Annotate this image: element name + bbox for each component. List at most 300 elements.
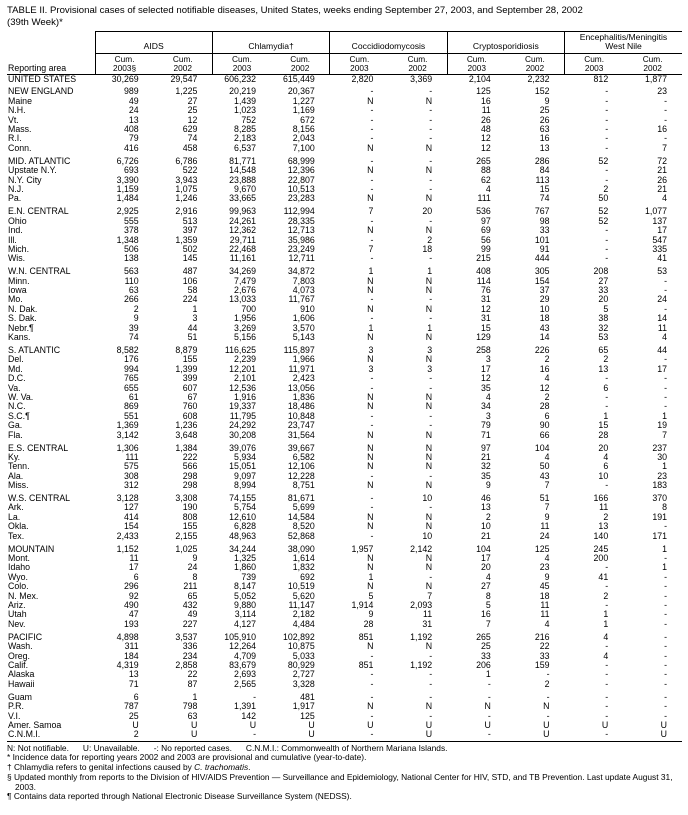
table-row — [7, 563, 682, 572]
table-cell: 62 — [481, 175, 491, 185]
table-cell: N — [425, 143, 433, 153]
row-label: Calif. — [8, 660, 29, 670]
table-cell: - — [370, 106, 374, 116]
column-subheader-row — [7, 53, 682, 74]
table-cell: 536 — [476, 207, 491, 217]
table-cell: 46 — [481, 494, 491, 504]
table-cell: 2,101 — [234, 374, 257, 384]
table-cell: N — [425, 443, 433, 453]
table-cell: 29 — [539, 295, 550, 305]
table-cell: 34,269 — [229, 267, 257, 277]
table-cell: 1 — [485, 670, 491, 680]
table-cell: 8,520 — [292, 522, 315, 532]
table-cell: 4 — [662, 194, 667, 204]
table-cell: - — [664, 642, 667, 652]
table-cell: 8,751 — [292, 481, 315, 491]
table-row — [7, 74, 682, 84]
table-cell: 608 — [182, 411, 198, 421]
table-cell: U — [425, 720, 433, 730]
table-row — [7, 245, 682, 254]
table-cell: 116,625 — [224, 345, 257, 355]
table-cell: 4 — [544, 554, 550, 563]
table-cell: - — [664, 702, 667, 712]
table-row — [7, 97, 682, 106]
table-cell: 1,914 — [351, 601, 374, 611]
table-cell: 9 — [544, 512, 550, 522]
table-cell: - — [605, 175, 609, 185]
table-cell: 99 — [481, 244, 491, 254]
table-cell: 7 — [544, 503, 550, 513]
row-label: Kans. — [8, 333, 31, 343]
table-cell: U — [249, 720, 257, 730]
table-cell: 193 — [124, 619, 139, 629]
row-label: Colo. — [8, 582, 29, 592]
table-cell: - — [429, 670, 433, 680]
table-cell: 74 — [539, 194, 550, 204]
table-cell: - — [605, 402, 609, 412]
table-cell: 101 — [534, 235, 550, 245]
table-cell: - — [664, 591, 667, 601]
footnote-segment: § Updated monthly from reports to the Division of HIV/AIDS Prevention — Surveillance and Epidemiology, National Center for HIV, STD, and TB Prevention. Last update August 31, 2003. — [7, 771, 673, 792]
table-cell: 1 — [368, 323, 374, 333]
table-cell: 1,369 — [116, 421, 139, 431]
table-row — [7, 503, 682, 512]
table-cell: 3 — [368, 364, 374, 374]
table-cell: - — [664, 134, 667, 144]
table-cell: 20 — [481, 563, 491, 573]
table-cell: 30,269 — [111, 74, 139, 84]
footnote-segment: C.N.M.I.: Commonwealth of Northern Mariana Islands. — [245, 742, 448, 753]
table-cell: N — [425, 304, 433, 314]
table-cell: 1 — [427, 323, 433, 333]
table-cell: 11 — [599, 503, 609, 513]
table-cell: 71 — [481, 430, 491, 440]
row-label: Mass. — [8, 125, 32, 135]
table-cell: - — [664, 402, 667, 412]
table-cell: - — [605, 642, 609, 652]
table-cell: 6 — [603, 383, 609, 393]
table-cell: 11 — [657, 323, 667, 333]
table-cell: 1,484 — [116, 194, 139, 204]
table-cell: 31,564 — [287, 430, 315, 440]
table-cell: 39,076 — [229, 443, 257, 453]
table-cell: - — [370, 115, 374, 125]
table-cell: 21 — [481, 531, 491, 541]
table-cell: - — [546, 692, 550, 702]
table-cell: - — [605, 87, 609, 97]
column-subheader — [623, 53, 682, 74]
table-cell: 432 — [182, 601, 198, 611]
table-cell: 1,860 — [234, 563, 257, 573]
table-cell: 4 — [485, 572, 491, 582]
table-cell: 25 — [128, 711, 139, 721]
table-cell: N — [425, 402, 433, 412]
table-cell: 3,570 — [292, 323, 315, 333]
column-subheader — [506, 53, 565, 74]
table-cell: - — [605, 481, 609, 491]
table-row — [7, 346, 682, 355]
table-cell: - — [664, 304, 667, 314]
table-cell: 5,052 — [234, 591, 257, 601]
table-row — [7, 721, 682, 730]
column-group-header-top-line: Encephalitis/Meningitis — [579, 31, 668, 42]
table-cell: 2,565 — [234, 679, 257, 689]
table-cell: 21 — [481, 452, 491, 462]
row-label: D.C. — [8, 374, 26, 384]
table-cell: - — [605, 166, 609, 176]
table-cell: 370 — [652, 494, 667, 504]
table-cell: 26 — [657, 175, 667, 185]
row-label: N.Y. City — [8, 175, 42, 185]
row-label: Mont. — [8, 554, 31, 563]
table-cell: 17 — [128, 563, 139, 573]
table-cell: 176 — [124, 355, 139, 365]
table-cell: - — [429, 692, 433, 702]
table-cell: N — [367, 402, 374, 412]
table-cell: 12,201 — [229, 364, 257, 374]
table-cell: 10 — [481, 522, 491, 532]
table-row — [7, 125, 682, 134]
table-cell: U — [601, 720, 609, 730]
table-row — [7, 116, 682, 125]
table-cell: 23,283 — [287, 194, 315, 204]
table-cell: 10,513 — [287, 184, 315, 194]
table-cell: 1,916 — [234, 393, 257, 402]
table-cell: 12,536 — [229, 383, 257, 393]
table-row — [7, 481, 682, 490]
table-row — [7, 226, 682, 235]
table-cell: 24 — [657, 295, 667, 305]
table-cell: 1,227 — [292, 96, 315, 106]
table-row — [7, 194, 682, 203]
table-cell: 1,192 — [410, 632, 433, 642]
row-label: W. Va. — [8, 393, 34, 402]
row-label: R.I. — [8, 134, 22, 144]
table-cell: - — [370, 531, 374, 541]
table-cell: 13 — [598, 364, 609, 374]
table-cell: 490 — [124, 601, 139, 611]
table-cell: - — [664, 660, 667, 670]
table-cell: 32 — [481, 462, 491, 472]
table-cell: 91 — [539, 244, 550, 254]
table-cell: 513 — [182, 216, 198, 226]
table-cell: 693 — [124, 166, 139, 176]
table-cell: 27 — [481, 582, 491, 592]
table-cell: N — [425, 430, 433, 440]
table-cell: - — [429, 134, 433, 144]
table-cell: 1 — [192, 304, 198, 314]
table-row — [7, 444, 682, 453]
footnote-segment: . — [248, 762, 251, 773]
table-cell: 32 — [598, 323, 609, 333]
table-cell: 8 — [192, 572, 198, 582]
row-label: Vt. — [8, 115, 19, 125]
table-cell: - — [370, 711, 374, 721]
table-cell: 53 — [657, 267, 667, 277]
table-cell: N — [367, 143, 374, 153]
table-row — [7, 185, 682, 194]
table-cell: 23 — [657, 87, 667, 97]
table-cell: - — [370, 494, 374, 504]
row-label: N.C. — [8, 402, 26, 412]
table-cell: N — [425, 582, 433, 592]
row-label: La. — [8, 512, 21, 522]
table-cell: 17 — [481, 554, 491, 563]
table-cell: 13 — [128, 115, 139, 125]
table-cell: 8,156 — [292, 125, 315, 135]
table-cell: 5 — [603, 304, 609, 314]
table-cell: 4 — [544, 619, 550, 629]
row-label: NEW ENGLAND — [8, 87, 74, 97]
table-cell: - — [605, 679, 609, 689]
table-cell: 506 — [124, 244, 139, 254]
table-cell: 8,285 — [234, 125, 257, 135]
table-cell: 700 — [241, 304, 257, 314]
table-row — [7, 573, 682, 582]
table-cell: N — [367, 512, 374, 522]
table-cell: 10,848 — [287, 411, 315, 421]
table-cell: 22 — [187, 670, 198, 680]
table-row — [7, 620, 682, 629]
table-cell: 35 — [481, 471, 491, 481]
table-cell: 7,100 — [292, 143, 315, 153]
table-cell: 4 — [485, 393, 491, 402]
table-cell: N — [425, 194, 433, 204]
table-cell: 1 — [368, 572, 374, 582]
subheader-year-label: 2003§ — [113, 62, 137, 73]
table-cell: 9,097 — [234, 471, 257, 481]
table-cell: 37 — [539, 286, 550, 296]
table-cell: 502 — [182, 244, 198, 254]
table-cell: 111 — [125, 452, 139, 462]
table-cell: 69 — [481, 226, 491, 236]
table-cell: 74,155 — [229, 494, 257, 504]
table-cell: 67 — [187, 393, 198, 402]
table-cell: 1,246 — [175, 194, 198, 204]
table-cell: N — [425, 522, 433, 532]
table-cell: 155 — [182, 355, 198, 365]
table-cell: 145 — [182, 254, 198, 264]
row-label: Wis. — [8, 254, 26, 264]
table-cell: 11 — [481, 106, 491, 116]
subheader-cum-label: Cum. — [407, 53, 428, 64]
table-cell: - — [253, 730, 257, 740]
table-row — [7, 522, 682, 531]
table-cell: 10,519 — [287, 582, 315, 592]
table-cell: - — [370, 184, 374, 194]
table-cell: - — [605, 702, 609, 712]
table-cell: 3,308 — [175, 494, 198, 504]
table-cell: 127 — [124, 503, 139, 513]
table-row — [7, 374, 682, 383]
table-cell: 20 — [598, 443, 609, 453]
table-cell: N — [425, 333, 433, 343]
table-cell: 266 — [124, 295, 139, 305]
table-body — [7, 74, 682, 740]
table-cell: 14,548 — [229, 166, 257, 176]
table-cell: 152 — [534, 87, 550, 97]
table-cell: 851 — [358, 632, 374, 642]
table-row — [7, 472, 682, 481]
subheader-year-label: 2002 — [173, 62, 193, 73]
table-cell: - — [605, 393, 609, 402]
table-cell: N — [367, 355, 374, 365]
table-cell: N — [425, 512, 433, 522]
table-cell: 51 — [539, 494, 550, 504]
row-label: Oreg. — [8, 651, 31, 661]
table-cell: 798 — [182, 702, 198, 712]
table-cell: 15,051 — [229, 462, 257, 472]
table-cell: - — [370, 383, 374, 393]
table-cell: 20,219 — [229, 87, 257, 97]
table-cell: N — [367, 430, 374, 440]
table-cell: 11 — [540, 522, 550, 532]
table-cell: 159 — [534, 660, 550, 670]
table-cell: 28 — [598, 430, 609, 440]
table-cell: N — [425, 393, 433, 402]
table-cell: 28,335 — [287, 216, 315, 226]
table-cell: U — [660, 720, 667, 730]
table-row — [7, 730, 682, 739]
table-cell: 416 — [124, 143, 139, 153]
table-cell: 104 — [476, 544, 491, 554]
table-cell: 692 — [300, 572, 315, 582]
table-cell: 80,929 — [287, 660, 315, 670]
table-cell: 4,073 — [292, 286, 315, 296]
row-label: N.H. — [8, 106, 26, 116]
table-cell: 1 — [603, 619, 609, 629]
table-cell: 28 — [363, 619, 374, 629]
table-row — [7, 305, 682, 314]
table-cell: 3,537 — [175, 632, 198, 642]
table-cell: 5,699 — [292, 503, 315, 513]
table-cell: N — [367, 452, 374, 462]
table-cell: 76 — [481, 286, 491, 296]
table-row — [7, 712, 682, 721]
table-row — [7, 267, 682, 276]
table-cell: 4,319 — [116, 660, 139, 670]
row-label: S.C.¶ — [8, 411, 30, 421]
table-cell: 2 — [603, 591, 609, 601]
table-cell: N — [425, 642, 433, 652]
table-cell: - — [487, 692, 491, 702]
row-label: Md. — [8, 364, 23, 374]
table-cell: 547 — [652, 235, 667, 245]
row-label: N.J. — [8, 184, 24, 194]
table-cell: - — [664, 276, 667, 286]
row-label: Ark. — [8, 503, 24, 513]
table-cell: 227 — [182, 619, 198, 629]
table-cell: 5,620 — [292, 591, 315, 601]
subheader-year-label: 2002 — [525, 62, 545, 73]
table-cell: - — [605, 244, 609, 254]
table-cell: 6 — [133, 572, 139, 582]
table-cell: 7 — [485, 619, 491, 629]
table-cell: - — [429, 216, 433, 226]
table-cell: 63 — [187, 711, 198, 721]
table-cell: 17 — [657, 226, 667, 236]
table-cell: 14,584 — [287, 512, 315, 522]
subheader-cum-label: Cum. — [584, 53, 605, 64]
table-cell: 11 — [423, 610, 433, 620]
table-cell: - — [370, 374, 374, 384]
row-label: Minn. — [8, 276, 30, 286]
table-cell: 1,606 — [292, 314, 315, 324]
table-cell: - — [429, 115, 433, 125]
table-cell: 45 — [539, 582, 550, 592]
row-label: Ohio — [8, 216, 27, 226]
table-cell: 12,610 — [229, 512, 257, 522]
table-cell: 222 — [182, 452, 198, 462]
table-cell: 607 — [182, 383, 198, 393]
table-cell: 3,328 — [292, 679, 315, 689]
table-row — [7, 393, 682, 402]
table-cell: N — [425, 276, 433, 286]
table-cell: 16 — [657, 125, 667, 135]
table-cell: 24 — [128, 106, 139, 116]
table-cell: 10 — [422, 494, 433, 504]
table-cell: 13,056 — [287, 383, 315, 393]
table-cell: 10 — [422, 531, 433, 541]
table-cell: 18 — [539, 314, 550, 324]
table-cell: U — [484, 720, 491, 730]
table-cell: 2 — [603, 184, 609, 194]
table-cell: 33 — [598, 286, 609, 296]
table-cell: - — [664, 383, 667, 393]
table-cell: N — [367, 286, 374, 296]
table-cell: N — [425, 452, 433, 462]
table-cell: 8,994 — [234, 481, 257, 491]
table-cell: 15 — [481, 323, 491, 333]
table-cell: - — [664, 679, 667, 689]
table-cell: 1,384 — [175, 443, 198, 453]
table-cell: 16 — [539, 364, 550, 374]
table-cell: 2 — [485, 512, 491, 522]
table-cell: - — [370, 730, 374, 740]
table-cell: - — [370, 175, 374, 185]
table-cell: 25 — [539, 106, 550, 116]
table-cell: 92 — [128, 591, 139, 601]
table-cell: 1,152 — [116, 544, 139, 554]
table-cell: 23 — [539, 563, 550, 573]
table-cell: 90 — [539, 421, 550, 431]
table-cell: 74 — [187, 134, 198, 144]
table-cell: 1 — [662, 462, 667, 472]
table-cell: 910 — [300, 304, 315, 314]
table-cell: - — [664, 554, 667, 563]
table-cell: 3 — [427, 345, 433, 355]
table-cell: 1,832 — [292, 563, 315, 573]
table-cell: 7 — [427, 591, 433, 601]
table-cell: 11,161 — [229, 254, 257, 264]
table-cell: - — [605, 226, 609, 236]
subheader-cum-label: Cum. — [642, 53, 663, 64]
table-cell: 989 — [124, 87, 139, 97]
table-cell: 575 — [124, 462, 139, 472]
table-cell: 551 — [124, 411, 139, 421]
row-label: Ky. — [8, 452, 21, 462]
subheader-year-label: 2003 — [584, 62, 604, 73]
table-cell: - — [546, 711, 550, 721]
table-cell: 23,747 — [287, 421, 315, 431]
table-cell: 414 — [124, 512, 139, 522]
column-group-header-label: AIDS — [143, 41, 164, 52]
row-label: Ind. — [8, 226, 23, 236]
subheader-cum-label: Cum. — [466, 53, 487, 64]
table-row — [7, 134, 682, 143]
table-cell: - — [605, 563, 609, 573]
table-cell: 8,582 — [116, 345, 139, 355]
